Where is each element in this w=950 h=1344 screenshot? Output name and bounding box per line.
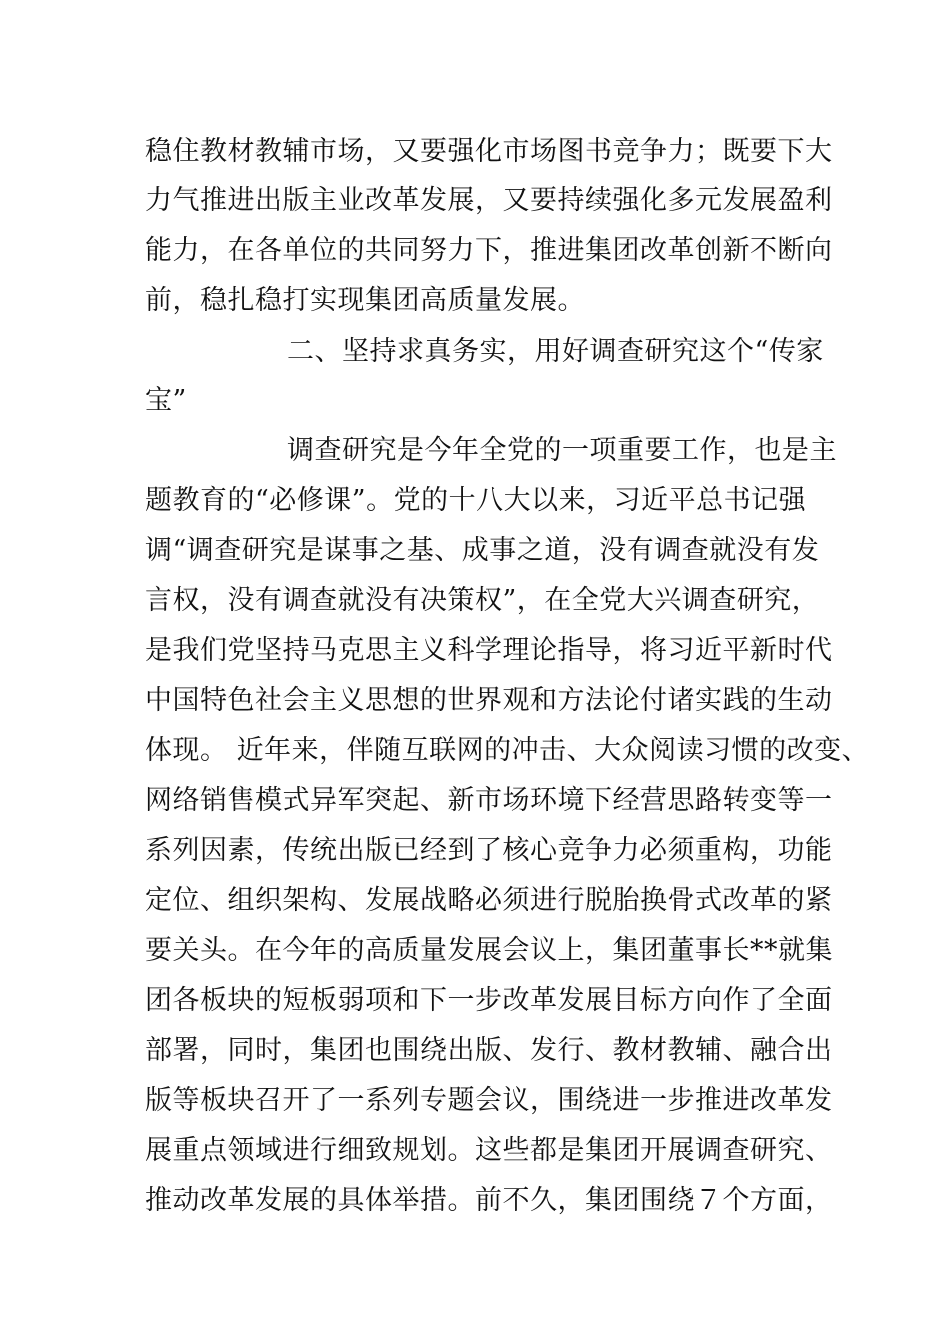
paragraph-1-line-2: 力气推进出版主业改革发展，又要持续强化多元发展盈利 (145, 185, 833, 216)
paragraph-2-line-15: 展重点领域进行细致规划。这些都是集团开展调查研究、 (145, 1135, 833, 1166)
paragraph-2-line-10: 定位、组织架构、发展战略必须进行脱胎换骨式改革的紧 (145, 885, 833, 916)
section-heading-line-1: 二、坚持求真务实，用好调查研究这个“传家 (287, 336, 824, 367)
paragraph-2-line-3: 调“调查研究是谋事之基、成事之道，没有调查就没有发 (145, 535, 820, 566)
paragraph-2-line-9: 系列因素，传统出版已经到了核心竞争力必须重构，功能 (145, 835, 833, 866)
paragraph-1-line-1: 稳住教材教辅市场，又要强化市场图书竞争力；既要下大 (145, 136, 833, 167)
paragraph-2-line-12: 团各板块的短板弱项和下一步改革发展目标方向作了全面 (145, 985, 833, 1016)
paragraph-2-line-16: 推动改革发展的具体举措。前不久，集团围绕７个方面， (145, 1185, 833, 1216)
paragraph-1-line-3: 能力，在各单位的共同努力下，推进集团改革创新不断向 (145, 235, 833, 266)
paragraph-2-line-2: 题教育的“必修课”。党的十八大以来，习近平总书记强 (145, 485, 807, 516)
section-heading-line-2: 宝” (145, 385, 187, 416)
paragraph-1-line-4: 前，稳扎稳打实现集团高质量发展。 (145, 285, 585, 316)
paragraph-2-line-8: 网络销售模式异军突起、新市场环境下经营思路转变等一 (145, 785, 833, 816)
paragraph-2-line-13: 部署，同时，集团也围绕出版、发行、教材教辅、融合出 (145, 1035, 833, 1066)
paragraph-2-line-6: 中国特色社会主义思想的世界观和方法论付诸实践的生动 (145, 685, 833, 716)
paragraph-2-line-11: 要关头。在今年的高质量发展会议上，集团董事长**就集 (145, 935, 833, 966)
paragraph-2-line-1: 调查研究是今年全党的一项重要工作，也是主 (287, 435, 837, 466)
paragraph-2-line-7: 体现。 近年来，伴随互联网的冲击、大众阅读习惯的改变、 (145, 735, 870, 766)
paragraph-2-line-14: 版等板块召开了一系列专题会议，围绕进一步推进改革发 (145, 1085, 833, 1116)
paragraph-2-line-4: 言权，没有调查就没有决策权”，在全党大兴调查研究， (145, 585, 820, 616)
paragraph-2-line-5: 是我们党坚持马克思主义科学理论指导，将习近平新时代 (145, 635, 833, 666)
